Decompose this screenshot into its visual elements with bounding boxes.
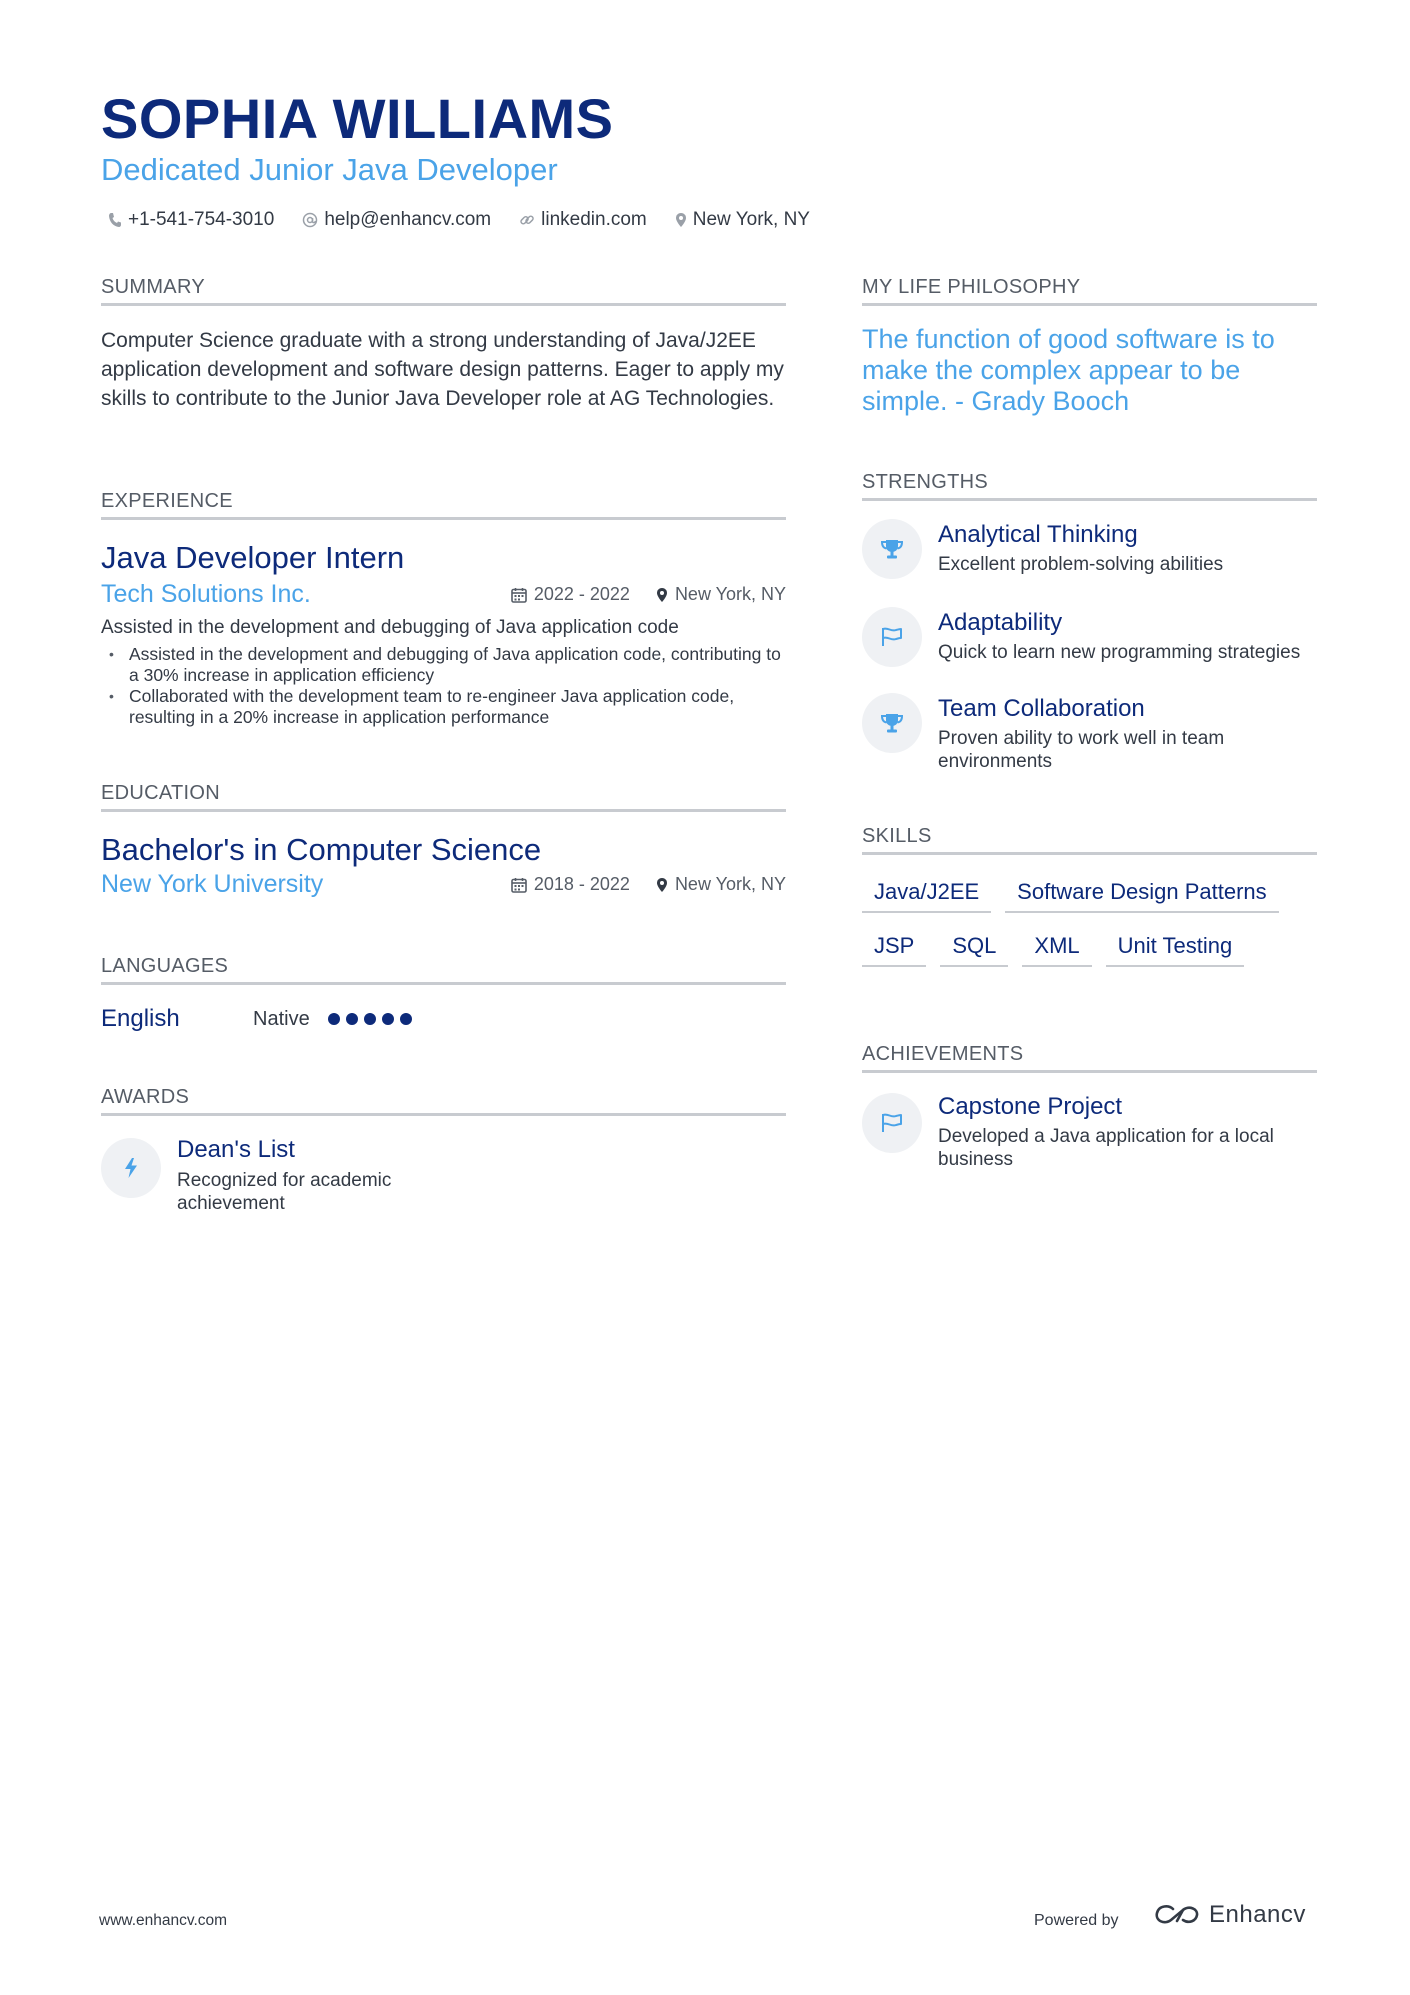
education-entry <box>101 832 786 899</box>
education-heading: EDUCATION <box>101 782 786 812</box>
achievement-title: Capstone Project <box>938 1093 1123 1120</box>
language-name: English <box>101 1005 180 1032</box>
strengths-heading: STRENGTHS <box>862 471 1317 501</box>
skills-list <box>862 879 1317 987</box>
experience-dates <box>511 584 630 605</box>
education-school: New York University <box>101 870 324 898</box>
experience-bullet: • Assisted in the development and debugging of Java application code, contributing to a 30% increase in application efficiency <box>129 644 786 686</box>
education-location <box>656 874 786 895</box>
education-location-text: New York, NY <box>674 874 786 894</box>
location-icon <box>656 587 668 603</box>
experience-dates-text: 2022 - 2022 <box>533 584 630 604</box>
strength-description: Quick to learn new programming strategies <box>938 642 1301 663</box>
rating-dot <box>346 1013 358 1025</box>
candidate-title: Dedicated Junior Java Developer <box>101 152 558 187</box>
strength-item <box>862 693 1317 773</box>
experience-company: Tech Solutions Inc. <box>101 580 311 608</box>
skill-tag: XML <box>1022 933 1091 967</box>
experience-bullet: • Collaborated with the development team to re-engineer Java application code, resulting in a 20% increase in application performance <box>129 686 786 728</box>
education-dates <box>511 874 630 895</box>
contact-phone-text: +1-541-754-3010 <box>128 209 275 230</box>
skill-tag: Unit Testing <box>1106 933 1245 967</box>
language-row <box>101 1005 786 1033</box>
rating-dot <box>364 1013 376 1025</box>
brand-name: Enhancv <box>1209 1901 1306 1928</box>
achievements-section <box>862 1043 1317 1171</box>
experience-entry <box>101 540 786 728</box>
footer-url[interactable]: www.enhancv.com <box>99 1912 228 1929</box>
bolt-icon <box>123 1157 139 1179</box>
award-icon-circle <box>101 1138 161 1198</box>
experience-description: Assisted in the development and debugging of Java application code <box>101 617 679 638</box>
philosophy-quote: The function of good software is to make the complex appear to be simple. - Grady Booch <box>862 324 1275 416</box>
enhancv-logo-icon <box>1153 1902 1201 1928</box>
philosophy-heading: MY LIFE PHILOSOPHY <box>862 276 1317 306</box>
calendar-icon <box>511 877 527 893</box>
calendar-icon <box>511 587 527 603</box>
strength-title: Adaptability <box>938 609 1063 636</box>
contact-location <box>675 209 810 231</box>
skill-tag: JSP <box>862 933 926 967</box>
rating-dot <box>328 1013 340 1025</box>
skill-tag: SQL <box>940 933 1008 967</box>
awards-section <box>101 1086 786 1215</box>
language-level: Native <box>253 1007 310 1030</box>
skill-tag: Software Design Patterns <box>1005 879 1278 913</box>
experience-heading: EXPERIENCE <box>101 490 786 520</box>
flag-icon <box>880 626 904 648</box>
summary-text: Computer Science graduate with a strong understanding of Java/J2EE application development and software design patterns. Eager to apply my skills to contribute to the Junior Java Developer role at AG Technologies. <box>101 329 784 410</box>
skills-section <box>862 825 1317 987</box>
education-dates-text: 2018 - 2022 <box>533 874 630 894</box>
strength-description: Proven ability to work well in team environments <box>938 728 1225 772</box>
contact-location-text: New York, NY <box>692 209 810 230</box>
strength-icon-circle <box>862 693 922 753</box>
experience-role: Java Developer Intern <box>101 540 405 575</box>
awards-heading: AWARDS <box>101 1086 786 1116</box>
strength-description: Excellent problem-solving abilities <box>938 554 1224 575</box>
summary-heading: SUMMARY <box>101 276 786 306</box>
languages-heading: LANGUAGES <box>101 955 786 985</box>
achievements-heading: ACHIEVEMENTS <box>862 1043 1317 1073</box>
location-icon <box>656 877 668 893</box>
brand-logo[interactable] <box>1153 1901 1306 1929</box>
achievement-item <box>862 1093 1317 1171</box>
award-title: Dean's List <box>177 1136 295 1163</box>
contact-linkedin-text: linkedin.com <box>541 209 647 230</box>
contact-email[interactable] <box>302 209 491 231</box>
language-rating <box>328 1013 418 1025</box>
achievement-icon-circle <box>862 1093 922 1153</box>
achievement-description: Developed a Java application for a local business <box>938 1126 1274 1170</box>
strength-icon-circle <box>862 607 922 667</box>
education-section <box>101 782 786 899</box>
location-icon <box>675 212 687 228</box>
experience-bullets <box>101 644 786 728</box>
candidate-name: SOPHIA WILLIAMS <box>101 87 614 150</box>
trophy-icon <box>880 538 904 560</box>
strength-title: Analytical Thinking <box>938 521 1138 548</box>
link-icon <box>519 212 535 228</box>
strengths-section <box>862 471 1317 773</box>
skills-heading: SKILLS <box>862 825 1317 855</box>
contact-email-text: help@enhancv.com <box>324 209 492 230</box>
philosophy-section <box>862 276 1317 417</box>
at-icon <box>302 212 318 228</box>
strength-title: Team Collaboration <box>938 695 1145 722</box>
education-degree: Bachelor's in Computer Science <box>101 832 542 867</box>
rating-dot <box>382 1013 394 1025</box>
strength-item <box>862 607 1317 667</box>
rating-dot <box>400 1013 412 1025</box>
skill-tag: Java/J2EE <box>862 879 991 913</box>
experience-location-text: New York, NY <box>674 584 786 604</box>
contact-bar <box>108 206 838 234</box>
experience-section <box>101 490 786 728</box>
experience-location <box>656 584 786 605</box>
flag-icon <box>880 1112 904 1134</box>
phone-icon <box>108 212 122 228</box>
languages-section <box>101 955 786 1033</box>
contact-phone[interactable] <box>108 209 274 231</box>
powered-by-label: Powered by <box>1034 1912 1119 1929</box>
strength-icon-circle <box>862 519 922 579</box>
summary-section <box>101 276 786 413</box>
trophy-icon <box>880 712 904 734</box>
award-description: Recognized for academic achievement <box>177 1170 392 1214</box>
award-item <box>101 1138 786 1215</box>
contact-linkedin[interactable] <box>519 209 647 231</box>
strength-item <box>862 519 1317 579</box>
